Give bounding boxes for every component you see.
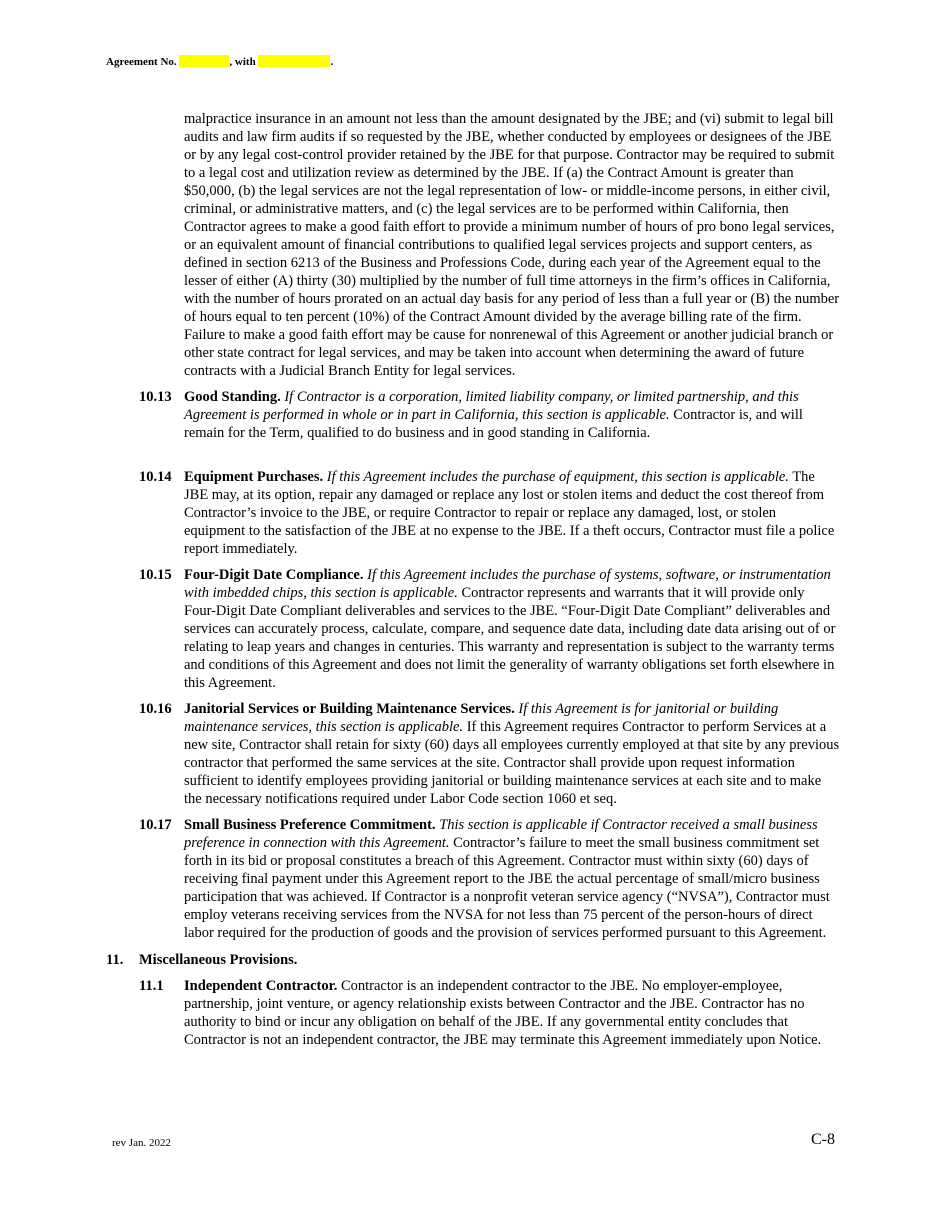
section-body: Contractor is, and will remain for the Term, qualified to do business and in good standing in California. [184,407,803,441]
section-10-14 [139,468,840,558]
section-body: If this Agreement requires Contractor to perform Services at a new site, Contractor shall retain for sixty (60) days all employees currently employed at that site by any previous contractor that performed the same services at the site. Contractor shall provide upon request information sufficient to identify employees providing janitorial or building maintenance services at each site and to make the necessary notifications required under Labor Code section 1060 et seq. [184,719,840,807]
revision-date: rev Jan. 2022 [112,1137,171,1149]
section-number: 10.15 [139,567,172,583]
section-title: Small Business Preference Commitment. [184,817,436,833]
section-title: Independent Contractor. [184,978,338,994]
section-body: Contractor is an independent contractor to the JBE. No employer-employee, partnership, joint venture, or agency relationship exists between Contractor and the JBE. Contractor has no authority to bind or incur any obligation on behalf of the JBE. If any governmental entity concludes that Contractor is not an independent contractor, the JBE may terminate this Agreement immediately upon Notice. [184,978,822,1048]
section-10-17 [139,816,840,942]
agreement-label: Agreement No. [106,56,177,68]
section-number: 11.1 [139,978,164,994]
section-10-13 [139,388,840,442]
article-title: Miscellaneous Provisions. [139,952,298,968]
section-number: 10.14 [139,469,172,485]
section-title: Good Standing. [184,389,281,405]
section-body: The JBE may, at its option, repair any damaged or replace any lost or stolen items and deduct the cost thereof from Contractor’s invoice to the JBE, or require Contractor to repair or replace any damaged, lost, or stolen equipment to the satisfaction of the JBE at no expense to the JBE. If a theft occurs, Contractor must file a police report immediately. [184,469,835,557]
section-10-16 [139,700,840,808]
section-title: Janitorial Services or Building Maintenance Services. [184,701,515,717]
with-label: , with [229,56,256,68]
section-number: 10.13 [139,389,172,405]
document-body [106,110,840,1049]
article-11-heading [106,951,840,969]
intro-paragraph: malpractice insurance in an amount not less than the amount designated by the JBE; and (vi) submit to legal bill audits and law firm audits if so requested by the JBE, whether conducted by employees or designees of the JBE or by any legal cost-control provider retained by the JBE for that purpose. Contractor may be required to submit to a legal cost and utilization review as determined by the JBE. If (a) the Contract Amount is greater than $50,000, (b) the legal services are not the legal representation of low- or middle-income persons, in either civil, criminal, or administrative matters, and (c) the legal services are to be performed within California, then Contractor agrees to make a good faith effort to provide a minimum number of hours of pro bono legal services, or an equivalent amount of financial contributions to qualified legal services projects and support centers, as defined in section 6213 of the Business and Professions Code, during each year of the Agreement equal to the lesser of either (A) thirty (30) multiplied by the number of full time attorneys in the firm’s offices in California, with the number of hours prorated on an actual day basis for any period of less than a full year or (B) the number of hours equal to ten percent (10%) of the Contract Amount divided by the average billing rate of the firm. Failure to make a good faith effort may be cause for nonrenewal of this Agreement or another judicial branch or other state contract for legal services, and may be taken into account when determining the award of future contracts with a Judicial Branch Entity for legal services. [184,111,840,379]
section-body: Contractor represents and warrants that it will provide only Four-Digit Date Compliant deliverables and services to the JBE. “Four-Digit Date Compliant” deliverables and services can accurately process, calculate, compare, and sequence date data, including date data arising out of or relating to leap years and changes in centuries. This warranty and representation is subject to the warranty terms and conditions of this Agreement and does not limit the generality of warranty obligations set forth elsewhere in this Agreement. [184,585,836,691]
section-title: Equipment Purchases. [184,469,324,485]
section-body: Contractor’s failure to meet the small business commitment set forth in its bid or proposal constitutes a breach of this Agreement. Contractor must within sixty (60) days of receiving final payment under this Agreement report to the JBE the actual percentage of small/micro business participation that was achieved. If Contractor is a nonprofit veteran service agency (“NVSA”), Contractor must employ veterans receiving services from the NVSA for not less than 75 percent of the person-hours of direct labor required for the production of goods and the provision of services performed pursuant to this Agreement. [184,835,830,941]
agreement-header [106,55,333,68]
article-number: 11. [106,952,124,968]
applicability-note: This section is applicable if Contractor received a small business preference in connection with this Agreement. [184,817,818,851]
applicability-note: If this Agreement includes the purchase of systems, software, or instrumentation with imbedded chips, this section is applicable. [184,567,831,601]
section-number: 10.17 [139,817,172,833]
section-title: Four-Digit Date Compliance. [184,567,364,583]
applicability-note: If this Agreement includes the purchase of equipment, this section is applicable. [326,469,789,485]
applicability-note: If Contractor is a corporation, limited liability company, or limited partnership, and this Agreement is performed in whole or in part in California, this section is applicable. [184,389,799,423]
section-10-15 [139,566,840,692]
header-end: . [330,56,334,68]
agreement-number-blank[interactable] [179,55,229,67]
section-number: 10.16 [139,701,172,717]
page-number: C-8 [811,1131,835,1148]
section-11-1 [139,977,840,1049]
party-name-blank[interactable] [258,55,330,67]
applicability-note: If this Agreement is for janitorial or building maintenance services, this section is applicable. [184,701,779,735]
